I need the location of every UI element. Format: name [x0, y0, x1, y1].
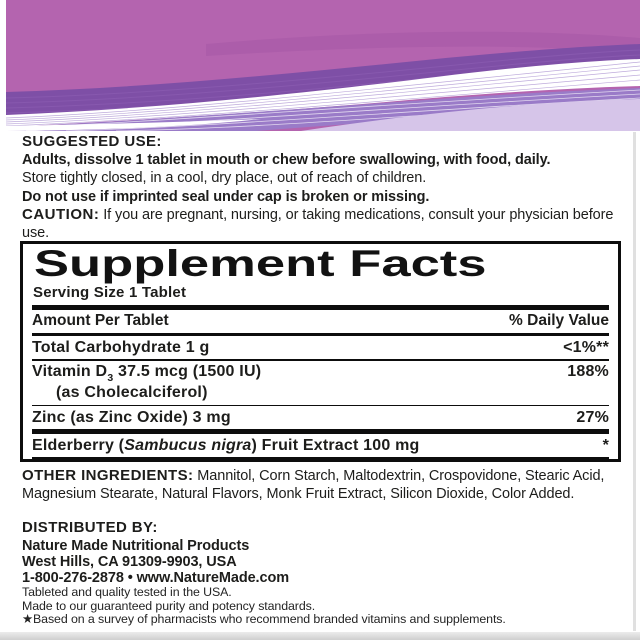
caution-label: CAUTION:	[22, 205, 100, 223]
suggested-use-line: Adults, dissolve 1 tablet in mouth or chew before swallowing, with food, daily.	[22, 152, 551, 168]
distributor-address: West Hills, CA 91309-9903, USA	[22, 554, 237, 571]
rule-thick	[32, 457, 609, 462]
daily-value-header: % Daily Value	[509, 312, 609, 329]
distributed-by-heading: DISTRIBUTED BY:	[22, 519, 158, 536]
banner-wave-graphic	[6, 0, 640, 131]
vitamin-d3-source: (as Cholecalciferol)	[56, 383, 208, 401]
other-ingredients-text: OTHER INGREDIENTS: Mannitol, Corn Starch, Maltodextrin, Crospovidone, Stearic Acid, Magnesium Stearate, Natural Flavors, Monk Fruit Extract, Silicon Dioxide, Color Added.	[22, 467, 605, 502]
storage-line: Store tightly closed, in a cool, dry place, out of reach of children.	[22, 170, 427, 187]
amount-per-tablet-header: Amount Per Tablet	[32, 312, 169, 329]
photo-bottom-edge	[0, 632, 640, 640]
distributor-name: Nature Made Nutritional Products	[22, 538, 250, 554]
suggested-use-section	[22, 131, 622, 242]
serving-size: Serving Size 1 Tablet	[33, 284, 187, 301]
footer-line-tableted: Tableted and quality tested in the USA.	[22, 585, 232, 599]
caution-text: If you are pregnant, nursing, or taking medications, consult your physician before use.	[22, 206, 614, 242]
supplement-facts-panel	[20, 241, 621, 462]
nutrient-row-zinc: Zinc (as Zinc Oxide) 3 mg 27%	[32, 408, 609, 426]
footer-line-survey: ★Based on a survey of pharmacists who recommend branded vitamins and supplements.	[22, 612, 506, 627]
caution-line	[22, 206, 622, 243]
nutrient-row-vitamin-d3: Vitamin $D_3$ 37.5 mcg (1500 IU) 188%	[32, 363, 609, 385]
nutrient-row-elderberry: Elderberry (Sambucus nigra) Fruit Extract 100 mg *	[32, 436, 609, 454]
other-ingredients-section	[22, 467, 624, 503]
footer-notes	[22, 586, 632, 627]
suggested-use-heading: SUGGESTED USE:	[22, 133, 162, 150]
distributor-contact: 1-800-276-2878 • www.NatureMade.com	[22, 570, 289, 587]
distributor-section	[22, 519, 622, 587]
other-ingredients-label: OTHER INGREDIENTS:	[22, 467, 194, 484]
footer-line-purity: Made to our guaranteed purity and potency standards.	[22, 598, 316, 613]
nutrient-row-carbohydrate: Total Carbohydrate 1 g <1%**	[32, 338, 609, 356]
supplement-facts-title: Supplement Facts	[34, 243, 487, 284]
seal-warning-line: Do not use if imprinted seal under cap is broken or missing.	[22, 188, 430, 205]
latin-name: Sambucus nigra	[124, 436, 252, 454]
photo-right-edge	[633, 132, 636, 631]
facts-header-row	[32, 310, 609, 333]
